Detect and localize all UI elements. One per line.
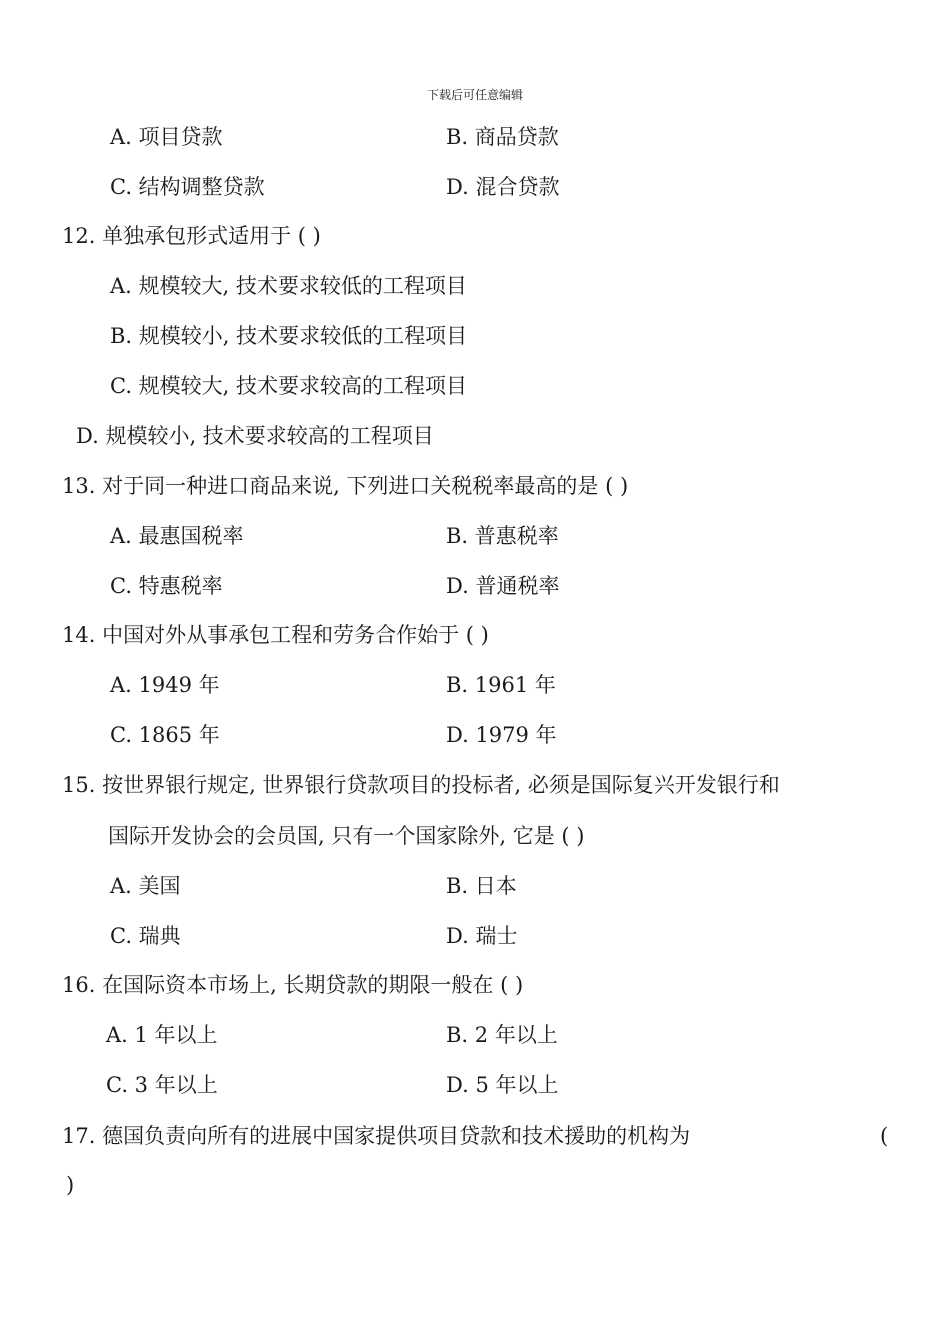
q17-paren-close: ) xyxy=(66,1173,75,1197)
q14-option-a: A. 1949 年 xyxy=(110,673,220,697)
q13-option-d: D. 普通税率 xyxy=(446,574,560,598)
q12-option-c: C. 规模较大, 技术要求较高的工程项目 xyxy=(110,374,468,398)
q16-option-b: B. 2 年以上 xyxy=(446,1023,558,1047)
q16-option-a: A. 1 年以上 xyxy=(106,1023,218,1047)
q14-option-c: C. 1865 年 xyxy=(110,723,220,747)
q13-option-a: A. 最惠国税率 xyxy=(110,524,244,548)
q16-option-c: C. 3 年以上 xyxy=(106,1073,218,1097)
q15-stem-line1: 15. 按世界银行规定, 世界银行贷款项目的投标者, 必须是国际复兴开发银行和 xyxy=(62,773,780,797)
q11-option-d: D. 混合贷款 xyxy=(446,175,560,199)
q14-option-b: B. 1961 年 xyxy=(446,673,556,697)
q16-stem: 16. 在国际资本市场上, 长期贷款的期限一般在 ( ) xyxy=(62,973,524,997)
page-header: 下载后可任意编辑 xyxy=(426,88,523,102)
q12-stem: 12. 单独承包形式适用于 ( ) xyxy=(62,224,321,248)
q15-option-d: D. 瑞士 xyxy=(446,924,518,948)
q11-option-a: A. 项目贷款 xyxy=(110,125,223,149)
q15-stem-line2: 国际开发协会的会员国, 只有一个国家除外, 它是 ( ) xyxy=(108,824,585,848)
q14-option-d: D. 1979 年 xyxy=(446,723,557,747)
q17-paren-open: ( xyxy=(880,1124,889,1148)
q12-option-d: D. 规模较小, 技术要求较高的工程项目 xyxy=(76,424,434,448)
q12-option-b: B. 规模较小, 技术要求较低的工程项目 xyxy=(110,324,468,348)
q13-option-c: C. 特惠税率 xyxy=(110,574,223,598)
q17-stem-line1: 17. 德国负责向所有的进展中国家提供项目贷款和技术援助的机构为 xyxy=(62,1124,691,1148)
q15-option-b: B. 日本 xyxy=(446,874,517,898)
q14-stem: 14. 中国对外从事承包工程和劳务合作始于 ( ) xyxy=(62,623,489,647)
q13-stem: 13. 对于同一种进口商品来说, 下列进口关税税率最高的是 ( ) xyxy=(62,474,629,498)
q11-option-c: C. 结构调整贷款 xyxy=(110,175,265,199)
q15-option-c: C. 瑞典 xyxy=(110,924,181,948)
q11-option-b: B. 商品贷款 xyxy=(446,125,559,149)
q12-option-a: A. 规模较大, 技术要求较低的工程项目 xyxy=(110,274,467,298)
q13-option-b: B. 普惠税率 xyxy=(446,524,559,548)
q15-option-a: A. 美国 xyxy=(110,874,181,898)
q16-option-d: D. 5 年以上 xyxy=(446,1073,559,1097)
